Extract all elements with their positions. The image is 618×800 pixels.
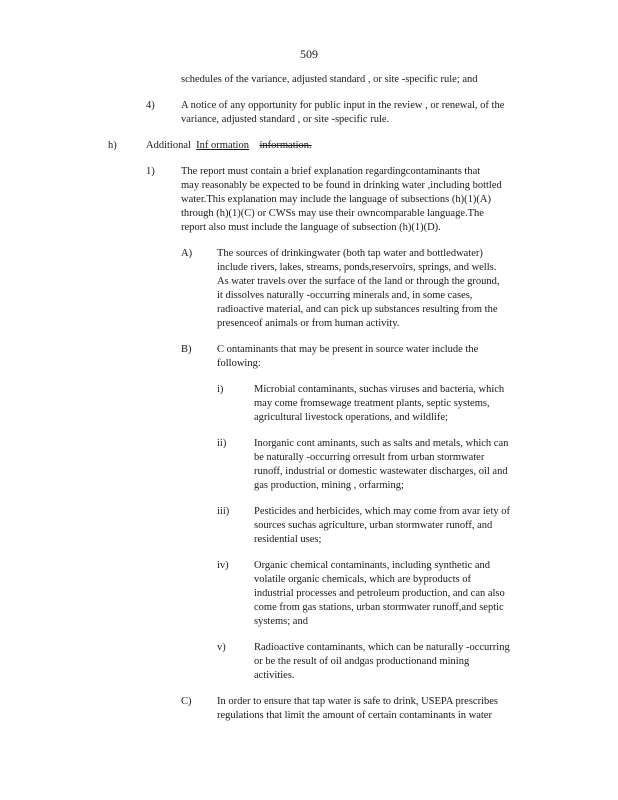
subitem-line: Pesticides and herbicides, which may come from avar iety of bbox=[254, 506, 510, 517]
item-1-label: 1) bbox=[146, 166, 155, 177]
item-a-line: The sources of drinkingwater (both tap water and bottledwater) bbox=[217, 248, 483, 259]
subitem-line: Inorganic cont aminants, such as salts and metals, which can bbox=[254, 438, 509, 449]
continuation-line: schedules of the variance, adjusted standard , or site -specific rule; and bbox=[181, 74, 478, 85]
section-h-title bbox=[146, 139, 312, 153]
subitem-line: come from gas stations, urban stormwater runoff,and septic bbox=[254, 602, 504, 613]
subitem-label: iii) bbox=[217, 506, 230, 517]
subitem-line: gas production, mining , orfarming; bbox=[254, 480, 404, 491]
item-c-label: C) bbox=[181, 696, 192, 707]
subitem-line: sources suchas agriculture, urban stormwater runoff, and bbox=[254, 520, 493, 531]
section-h-label: h) bbox=[108, 140, 117, 151]
subitem-line: activities. bbox=[254, 670, 295, 681]
subitem-line: Radioactive contaminants, which can be naturally -occurring bbox=[254, 642, 510, 653]
item-1-line: through (h)(1)(C) or CWSs may use their owncomparable language.The bbox=[181, 208, 484, 219]
subitem-line: industrial processes and petroleum production, and can also bbox=[254, 588, 505, 599]
item-b-line: C ontaminants that may be present in source water include the bbox=[217, 344, 479, 355]
item-1-line: The report must contain a brief explanation regardingcontaminants that bbox=[181, 166, 481, 177]
subitem-line: systems; and bbox=[254, 616, 308, 627]
section-h-title-inserted: Inf ormation bbox=[196, 140, 249, 151]
subitem-line: Microbial contaminants, suchas viruses and bacteria, which bbox=[254, 384, 505, 395]
item-4-label: 4) bbox=[146, 100, 155, 111]
subitem-line: agricultural livestock operations, and wildlife; bbox=[254, 412, 448, 423]
item-1-line: report also must include the language of subsection (h)(1)(D). bbox=[181, 222, 441, 233]
item-a-line: radioactive material, and can pick up substances resulting from the bbox=[217, 304, 498, 315]
section-h-title-deleted: information. bbox=[259, 140, 312, 151]
subitem-label: v) bbox=[217, 642, 226, 653]
subitem-line: or be the result of oil andgas productionand mining bbox=[254, 656, 470, 667]
subitem-line: volatile organic chemicals, which are byproducts of bbox=[254, 574, 472, 585]
item-4-line: variance, adjusted standard , or site -specific rule. bbox=[181, 114, 390, 125]
subitem-line: runoff, industrial or domestic wastewater discharges, oil and bbox=[254, 466, 508, 477]
subitem-line: may come fromsewage treatment plants, septic systems, bbox=[254, 398, 490, 409]
section-h-title-plain: Additional bbox=[146, 140, 191, 151]
subitem-line: be naturally -occurring orresult from urban stormwater bbox=[254, 452, 485, 463]
item-a-line: As water travels over the surface of the land or through the ground, bbox=[217, 276, 500, 287]
subitem-label: iv) bbox=[217, 560, 229, 571]
subitem-label: ii) bbox=[217, 438, 227, 449]
item-c-line: regulations that limit the amount of certain contaminants in water bbox=[217, 710, 492, 721]
item-b-label: B) bbox=[181, 344, 192, 355]
item-4-line: A notice of any opportunity for public input in the review , or renewal, of the bbox=[181, 100, 505, 111]
subitem-label: i) bbox=[217, 384, 224, 395]
item-b-line: following: bbox=[217, 358, 261, 369]
item-c-line: In order to ensure that tap water is safe to drink, USEPA prescribes bbox=[217, 696, 499, 707]
subitem-line: Organic chemical contaminants, including synthetic and bbox=[254, 560, 490, 571]
page-number: 509 bbox=[300, 47, 318, 61]
item-a-line: include rivers, lakes, streams, ponds,reservoirs, springs, and wells. bbox=[217, 262, 497, 273]
item-1-line: may reasonably be expected to be found in drinking water ,including bottled bbox=[181, 180, 502, 191]
item-1-line: water.This explanation may include the language of subsections (h)(1)(A) bbox=[181, 194, 491, 205]
item-a-line: presenceof animals or from human activity. bbox=[217, 318, 400, 329]
item-a-label: A) bbox=[181, 248, 193, 259]
item-a-line: it dissolves naturally -occurring minerals and, in some cases, bbox=[217, 290, 473, 301]
subitem-line: residential uses; bbox=[254, 534, 322, 545]
